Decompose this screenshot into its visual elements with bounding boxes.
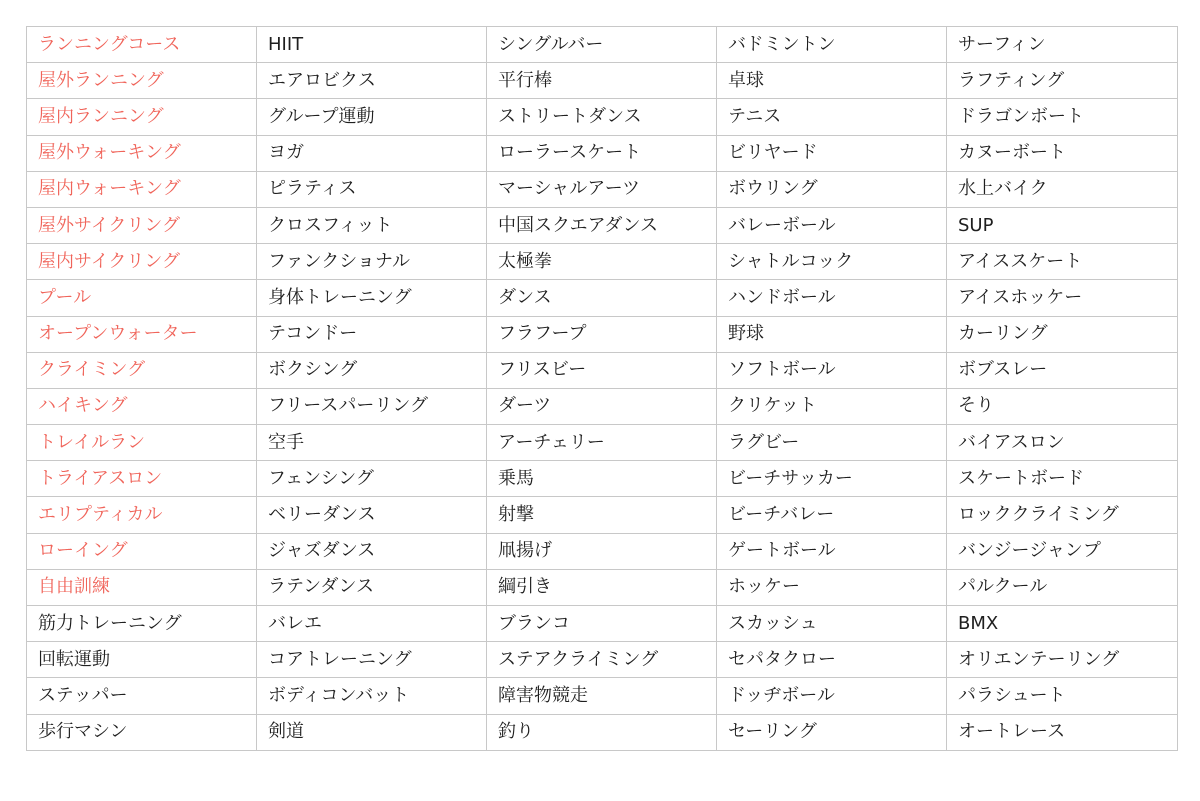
table-row [27, 171, 1178, 207]
table-cell: サーフィン [947, 27, 1178, 63]
table-cell: 太極拳 [487, 244, 717, 280]
table-cell: クリケット [717, 388, 947, 424]
table-cell: ビリヤード [717, 135, 947, 171]
table-row [27, 27, 1178, 63]
table-cell: バレーボール [717, 207, 947, 243]
table-row [27, 99, 1178, 135]
table-cell: ボクシング [257, 352, 487, 388]
table-cell-category: 筋力トレーニング [27, 606, 257, 642]
table-cell: カヌーボート [947, 135, 1178, 171]
table-cell: 中国スクエアダンス [487, 207, 717, 243]
table-row [27, 135, 1178, 171]
table-cell-category: 屋外サイクリング [27, 207, 257, 243]
table-cell: シングルバー [487, 27, 717, 63]
table-row [27, 497, 1178, 533]
table-cell-category: ランニングコース [27, 27, 257, 63]
table-cell: ドッヂボール [717, 678, 947, 714]
table-cell: 射撃 [487, 497, 717, 533]
table-cell: カーリング [947, 316, 1178, 352]
table-cell: ラテンダンス [257, 569, 487, 605]
table-cell: バドミントン [717, 27, 947, 63]
table-cell: フリースパーリング [257, 388, 487, 424]
table-row [27, 678, 1178, 714]
table-cell-category: ハイキング [27, 388, 257, 424]
table-cell: バンジージャンプ [947, 533, 1178, 569]
table-cell: アイススケート [947, 244, 1178, 280]
table-cell-category: 屋内サイクリング [27, 244, 257, 280]
table-cell-category: ステッパー [27, 678, 257, 714]
table-cell: バレエ [257, 606, 487, 642]
table-cell: ヨガ [257, 135, 487, 171]
table-cell: ビーチサッカー [717, 461, 947, 497]
table-cell: 綱引き [487, 569, 717, 605]
table-cell: グループ運動 [257, 99, 487, 135]
table-cell: 釣り [487, 714, 717, 750]
table-cell: スカッシュ [717, 606, 947, 642]
table-row [27, 207, 1178, 243]
table-cell-category: クライミング [27, 352, 257, 388]
table-cell: 空手 [257, 425, 487, 461]
table-cell: マーシャルアーツ [487, 171, 717, 207]
table-cell: 卓球 [717, 63, 947, 99]
table-row [27, 244, 1178, 280]
table-cell: コアトレーニング [257, 642, 487, 678]
table-cell: パルクール [947, 569, 1178, 605]
table-cell: ピラティス [257, 171, 487, 207]
table-cell-category: 屋内ランニング [27, 99, 257, 135]
table-cell: ハンドボール [717, 280, 947, 316]
table-row [27, 316, 1178, 352]
table-cell: 乗馬 [487, 461, 717, 497]
table-cell: アイスホッケー [947, 280, 1178, 316]
table-cell: エアロビクス [257, 63, 487, 99]
table-cell: ファンクショナル [257, 244, 487, 280]
table-cell: シャトルコック [717, 244, 947, 280]
table-cell-category: プール [27, 280, 257, 316]
table-cell: アーチェリー [487, 425, 717, 461]
table-cell: パラシュート [947, 678, 1178, 714]
table-cell-category: トライアスロン [27, 461, 257, 497]
table-cell: ボウリング [717, 171, 947, 207]
table-cell: ストリートダンス [487, 99, 717, 135]
table-cell: ボディコンバット [257, 678, 487, 714]
table-cell: セパタクロー [717, 642, 947, 678]
sports-table [26, 26, 1178, 751]
table-row [27, 606, 1178, 642]
table-cell: テニス [717, 99, 947, 135]
table-cell-category: オープンウォーター [27, 316, 257, 352]
table-cell: ジャズダンス [257, 533, 487, 569]
table-cell: ラグビー [717, 425, 947, 461]
table-row [27, 388, 1178, 424]
table-cell-category: トレイルラン [27, 425, 257, 461]
table-row [27, 461, 1178, 497]
table-cell: ブランコ [487, 606, 717, 642]
table-cell: フラフープ [487, 316, 717, 352]
sports-table-body [27, 27, 1178, 751]
table-row [27, 425, 1178, 461]
table-cell: 身体トレーニング [257, 280, 487, 316]
table-cell-category: 回転運動 [27, 642, 257, 678]
table-cell: バイアスロン [947, 425, 1178, 461]
table-row [27, 280, 1178, 316]
table-cell: ラフティング [947, 63, 1178, 99]
table-cell: ソフトボール [717, 352, 947, 388]
table-cell: HIIT [257, 27, 487, 63]
table-cell: ロッククライミング [947, 497, 1178, 533]
table-cell: フリスビー [487, 352, 717, 388]
table-row [27, 642, 1178, 678]
table-row [27, 352, 1178, 388]
table-cell: SUP [947, 207, 1178, 243]
table-cell: 平行棒 [487, 63, 717, 99]
table-cell-category: ローイング [27, 533, 257, 569]
table-cell: ステアクライミング [487, 642, 717, 678]
table-cell: 野球 [717, 316, 947, 352]
table-cell-category: 自由訓練 [27, 569, 257, 605]
table-cell-category: 歩行マシン [27, 714, 257, 750]
table-cell: オリエンテーリング [947, 642, 1178, 678]
table-cell: 凧揚げ [487, 533, 717, 569]
table-cell: 障害物競走 [487, 678, 717, 714]
table-cell-category: 屋外ランニング [27, 63, 257, 99]
table-cell: ベリーダンス [257, 497, 487, 533]
table-cell: ボブスレー [947, 352, 1178, 388]
table-cell: BMX [947, 606, 1178, 642]
table-cell-category: 屋外ウォーキング [27, 135, 257, 171]
table-cell: ダンス [487, 280, 717, 316]
table-cell-category: 屋内ウォーキング [27, 171, 257, 207]
table-cell-category: エリプティカル [27, 497, 257, 533]
table-cell: ダーツ [487, 388, 717, 424]
table-cell: ホッケー [717, 569, 947, 605]
table-cell: オートレース [947, 714, 1178, 750]
table-cell: 水上バイク [947, 171, 1178, 207]
table-cell: ドラゴンボート [947, 99, 1178, 135]
table-cell: クロスフィット [257, 207, 487, 243]
table-cell: ゲートボール [717, 533, 947, 569]
table-cell: テコンドー [257, 316, 487, 352]
table-cell: セーリング [717, 714, 947, 750]
table-row [27, 63, 1178, 99]
table-cell: 剣道 [257, 714, 487, 750]
table-row [27, 714, 1178, 750]
table-cell: フェンシング [257, 461, 487, 497]
table-cell: ビーチバレー [717, 497, 947, 533]
table-row [27, 533, 1178, 569]
table-row [27, 569, 1178, 605]
table-cell: スケートボード [947, 461, 1178, 497]
table-cell: そり [947, 388, 1178, 424]
table-cell: ローラースケート [487, 135, 717, 171]
